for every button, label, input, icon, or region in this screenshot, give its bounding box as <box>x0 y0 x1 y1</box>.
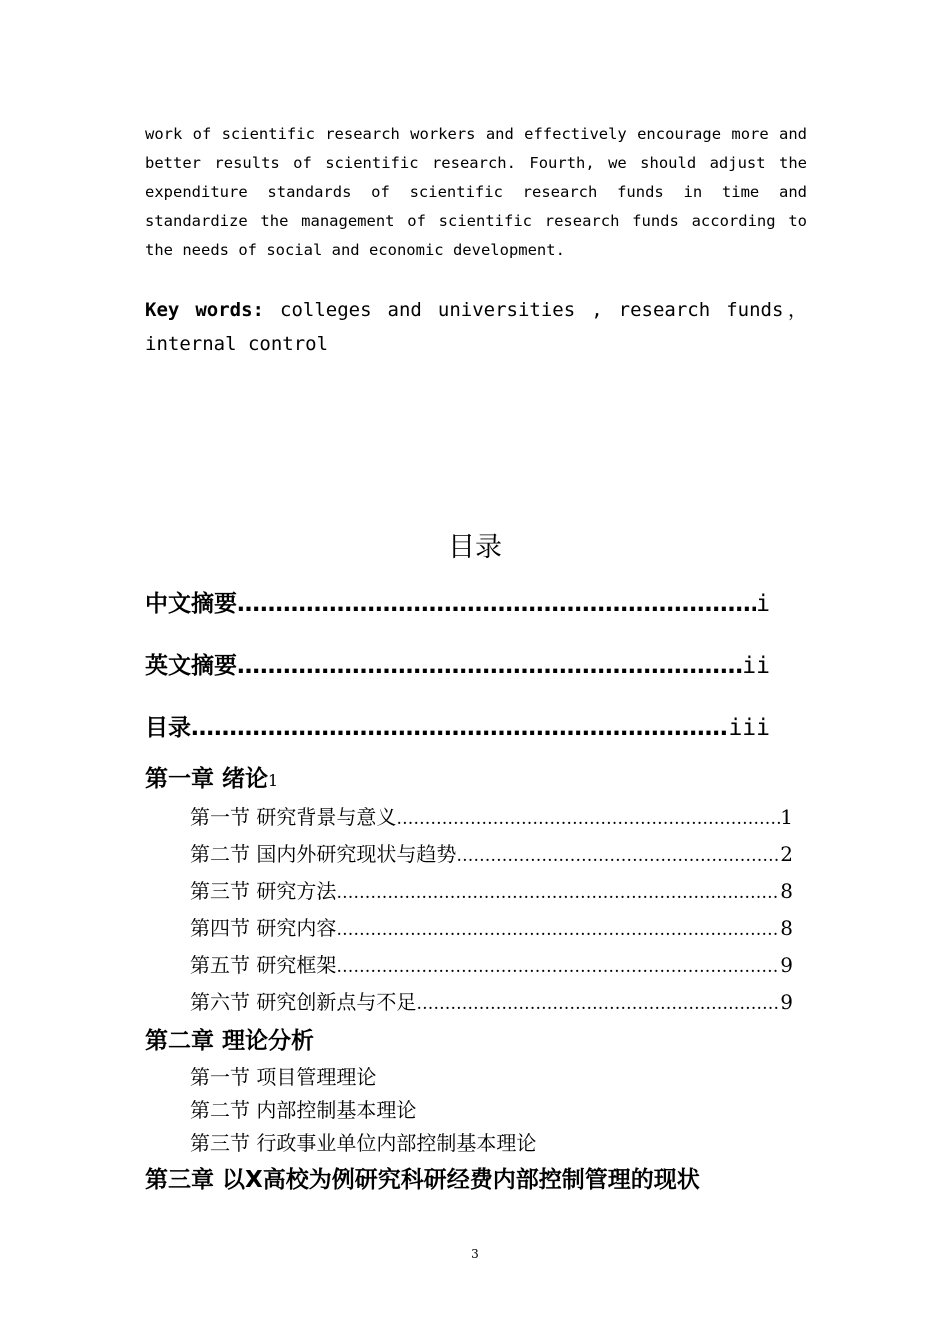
keywords-text: colleges and universities , research funds，internal control <box>145 299 807 355</box>
toc-entry-label: 中文摘要 <box>145 591 237 617</box>
toc-section-label: 第一节 项目管理理论 <box>190 1065 377 1089</box>
toc-section-1-3[interactable] <box>190 874 793 908</box>
toc-section-1-1[interactable] <box>190 800 793 834</box>
page-number: 3 <box>471 1247 479 1261</box>
toc-entry-page: i <box>756 591 770 617</box>
toc-section-page: 2 <box>780 842 793 866</box>
toc-section-2-3[interactable] <box>190 1126 536 1160</box>
toc-section-label: 第二节 国内外研究现状与趋势 <box>190 842 457 866</box>
toc-section-2-2[interactable] <box>190 1093 416 1127</box>
toc-section-label: 第四节 研究内容 <box>190 916 337 940</box>
toc-entry-chinese-abstract[interactable] <box>145 584 770 624</box>
toc-entry-page: ii <box>742 653 770 679</box>
toc-leader-dots <box>336 950 780 982</box>
toc-chapter-1[interactable] <box>145 762 793 798</box>
toc-entry-english-abstract[interactable] <box>145 646 770 686</box>
toc-leader-dots <box>336 913 780 945</box>
toc-section-label: 第三节 研究方法 <box>190 879 337 903</box>
toc-title: 目录 <box>448 532 502 563</box>
toc-leader-dots <box>237 646 742 686</box>
toc-chapter-3[interactable]: 第三章 以X高校为例研究科研经费内部控制管理的现状 <box>145 1167 700 1193</box>
toc-section-1-2[interactable] <box>190 837 793 871</box>
toc-leader-dots <box>237 584 756 624</box>
abstract-paragraph: work of scientific research workers and effectively encourage more and better results of scientific research. Fourth, we should adjust the expenditure standards of scientific research funds in time and standardize the management of scientific research funds according to the needs of social and economic development. <box>145 125 807 259</box>
toc-section-page: 9 <box>780 990 793 1014</box>
toc-leader-dots <box>456 839 780 871</box>
toc-section-page: 9 <box>780 953 793 977</box>
toc-section-label: 第六节 研究创新点与不足 <box>190 990 417 1014</box>
toc-leader-dots <box>416 987 780 1019</box>
toc-section-1-4[interactable] <box>190 911 793 945</box>
keywords-line <box>145 293 807 361</box>
toc-section-page: 1 <box>780 805 793 829</box>
toc-section-label: 第二节 内部控制基本理论 <box>190 1098 417 1122</box>
toc-section-label: 第三节 行政事业单位内部控制基本理论 <box>190 1131 537 1155</box>
toc-section-page: 8 <box>780 879 793 903</box>
toc-section-label: 第五节 研究框架 <box>190 953 337 977</box>
toc-leader-dots <box>396 802 780 834</box>
toc-entry-label: 英文摘要 <box>145 653 237 679</box>
toc-chapter-page: 1 <box>268 771 279 790</box>
toc-section-label: 第一节 研究背景与意义 <box>190 805 397 829</box>
toc-section-page: 8 <box>780 916 793 940</box>
toc-section-1-6[interactable] <box>190 985 793 1019</box>
toc-chapter-label: 第一章 绪论 <box>145 766 269 792</box>
toc-section-1-5[interactable] <box>190 948 793 982</box>
toc-section-2-1[interactable] <box>190 1060 376 1094</box>
toc-entry-label: 目录 <box>145 715 191 741</box>
toc-entry-contents[interactable] <box>145 708 770 748</box>
toc-entry-page: iii <box>728 715 770 741</box>
toc-chapter-2[interactable]: 第二章 理论分析 <box>145 1028 315 1054</box>
toc-leader-dots <box>191 708 728 748</box>
keywords-label: Key words: <box>145 299 264 321</box>
toc-leader-dots <box>336 876 780 908</box>
